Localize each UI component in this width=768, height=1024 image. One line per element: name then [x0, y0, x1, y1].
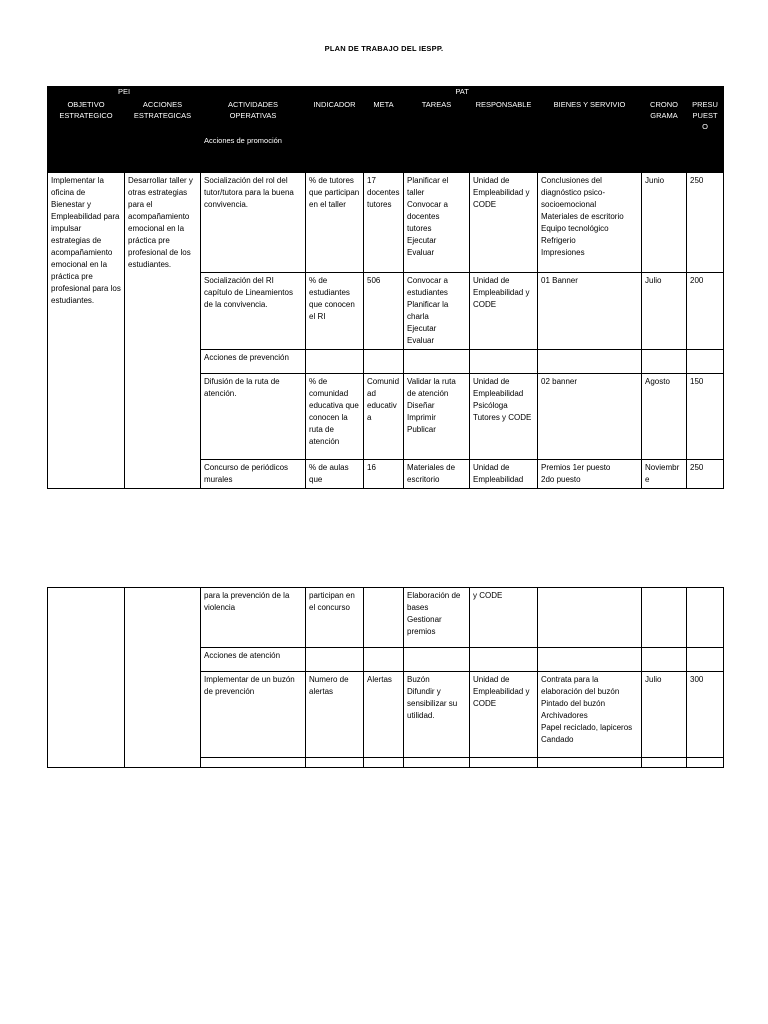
- section-promocion: Acciones de promoción: [204, 136, 282, 145]
- presupuesto-cell: [687, 588, 724, 648]
- work-plan-table-page-2: [47, 587, 724, 768]
- cronograma-cell: [642, 648, 687, 672]
- tareas-cell: Planificar el taller Convocar a docentes tutores Ejecutar Evaluar: [404, 173, 470, 273]
- cronograma-cell: [642, 350, 687, 374]
- actividad-cell: Socialización del rol del tutor/tutora para la buena convivencia.: [201, 173, 306, 273]
- col-actividades-label: ACTIVIDADES OPERATIVAS: [227, 100, 278, 120]
- indicador-cell: % de estudiantes que conocen el RI: [306, 273, 364, 350]
- col-bienes: BIENES Y SERVIVIO: [538, 97, 642, 173]
- presupuesto-cell: [687, 648, 724, 672]
- actividad-cell: Difusión de la ruta de atención.: [201, 374, 306, 460]
- col-meta: META: [364, 97, 404, 173]
- responsable-cell: Unidad de Empleabilidad Psicóloga Tutores y CODE: [470, 374, 538, 460]
- responsable-cell: Unidad de Empleabilidad y CODE: [470, 672, 538, 758]
- responsable-cell: y CODE: [470, 588, 538, 648]
- col-indicador: INDICADOR: [306, 97, 364, 173]
- bienes-cell: 02 banner: [538, 374, 642, 460]
- indicador-cell: [306, 758, 364, 768]
- meta-cell: [364, 588, 404, 648]
- cronograma-cell: Julio: [642, 672, 687, 758]
- pat-header: PAT: [201, 87, 724, 97]
- col-objetivo: OBJETIVO ESTRATEGICO: [48, 97, 125, 173]
- presupuesto-cell: 250: [687, 460, 724, 489]
- meta-cell: Alertas: [364, 672, 404, 758]
- tareas-cell: [404, 648, 470, 672]
- section-atencion: Acciones de atención: [201, 648, 306, 672]
- actividad-cell: Socialización del RI capítulo de Lineamientos de la convivencia.: [201, 273, 306, 350]
- header-row-columns: [48, 97, 724, 173]
- actividad-cell: [201, 758, 306, 768]
- meta-cell: 506: [364, 273, 404, 350]
- work-plan-table-page-1: [47, 86, 724, 489]
- bienes-cell: 01 Banner: [538, 273, 642, 350]
- actividad-cell: Concurso de periódicos murales: [201, 460, 306, 489]
- bienes-cell: [538, 758, 642, 768]
- actividad-cell: Implementar de un buzón de prevención: [201, 672, 306, 758]
- cronograma-cell: Noviembre: [642, 460, 687, 489]
- presupuesto-cell: 250: [687, 173, 724, 273]
- meta-cell: [364, 648, 404, 672]
- cronograma-cell: [642, 758, 687, 768]
- presupuesto-cell: 300: [687, 672, 724, 758]
- cronograma-cell: Agosto: [642, 374, 687, 460]
- meta-cell: [364, 758, 404, 768]
- meta-cell: Comunidad educativa: [364, 374, 404, 460]
- cronograma-cell: Junio: [642, 173, 687, 273]
- col-acciones: ACCIONES ESTRATEGICAS: [125, 97, 201, 173]
- accion-cell-continued: [125, 588, 201, 768]
- tareas-cell: Validar la ruta de atención Diseñar Imprimir Publicar: [404, 374, 470, 460]
- col-actividades: [201, 97, 306, 173]
- bienes-cell: [538, 648, 642, 672]
- col-responsable: RESPONSABLE: [470, 97, 538, 173]
- presupuesto-cell: 200: [687, 273, 724, 350]
- indicador-cell: % de tutores que participan en el taller: [306, 173, 364, 273]
- objetivo-cell: Implementar la oficina de Bienestar y Empleabilidad para impulsar estrategias de acompañamiento emocional en la práctica pre profesional para los estudiantes.: [48, 173, 125, 489]
- responsable-cell: [470, 350, 538, 374]
- presupuesto-cell: [687, 350, 724, 374]
- indicador-cell: % de aulas que: [306, 460, 364, 489]
- bienes-cell: Premios 1er puesto 2do puesto: [538, 460, 642, 489]
- responsable-cell: [470, 758, 538, 768]
- col-presupuesto: PRESU PUEST O: [687, 97, 724, 173]
- table-row: [48, 173, 724, 273]
- responsable-cell: Unidad de Empleabilidad: [470, 460, 538, 489]
- tareas-cell: [404, 350, 470, 374]
- bienes-cell: [538, 588, 642, 648]
- indicador-cell: Numero de alertas: [306, 672, 364, 758]
- col-tareas: TAREAS: [404, 97, 470, 173]
- tareas-cell: Convocar a estudiantes Planificar la charla Ejecutar Evaluar: [404, 273, 470, 350]
- responsable-cell: Unidad de Empleabilidad y CODE: [470, 273, 538, 350]
- meta-cell: 16: [364, 460, 404, 489]
- bienes-cell: Conclusiones del diagnóstico psico-socioemocional Materiales de escritorio Equipo tecnológico Refrigerio Impresiones: [538, 173, 642, 273]
- indicador-cell: [306, 648, 364, 672]
- bienes-cell: Contrata para la elaboración del buzón Pintado del buzón Archivadores Papel reciclado, lapiceros Candado: [538, 672, 642, 758]
- actividad-cell: para la prevención de la violencia: [201, 588, 306, 648]
- indicador-cell: participan en el concurso: [306, 588, 364, 648]
- objetivo-cell-continued: [48, 588, 125, 768]
- responsable-cell: Unidad de Empleabilidad y CODE: [470, 173, 538, 273]
- tareas-cell: [404, 758, 470, 768]
- table-row: [48, 588, 724, 648]
- accion-cell: Desarrollar taller y otras estrategias para el acompañamiento emocional en la práctica pre profesional de los estudiantes.: [125, 173, 201, 489]
- bienes-cell: [538, 350, 642, 374]
- pei-header: PEI: [48, 87, 201, 97]
- tareas-cell: Elaboración de bases Gestionar premios: [404, 588, 470, 648]
- presupuesto-cell: [687, 758, 724, 768]
- indicador-cell: [306, 350, 364, 374]
- header-row-top: [48, 87, 724, 97]
- page-title: PLAN DE TRABAJO DEL IESPP.: [324, 44, 444, 53]
- section-prevencion: Acciones de prevención: [201, 350, 306, 374]
- meta-cell: 17 docentes tutores: [364, 173, 404, 273]
- responsable-cell: [470, 648, 538, 672]
- tareas-cell: Buzón Difundir y sensibilizar su utilidad.: [404, 672, 470, 758]
- meta-cell: [364, 350, 404, 374]
- indicador-cell: % de comunidad educativa que conocen la ruta de atención: [306, 374, 364, 460]
- col-cronograma: CRONO GRAMA: [642, 97, 687, 173]
- presupuesto-cell: 150: [687, 374, 724, 460]
- cronograma-cell: Julio: [642, 273, 687, 350]
- tareas-cell: Materiales de escritorio: [404, 460, 470, 489]
- cronograma-cell: [642, 588, 687, 648]
